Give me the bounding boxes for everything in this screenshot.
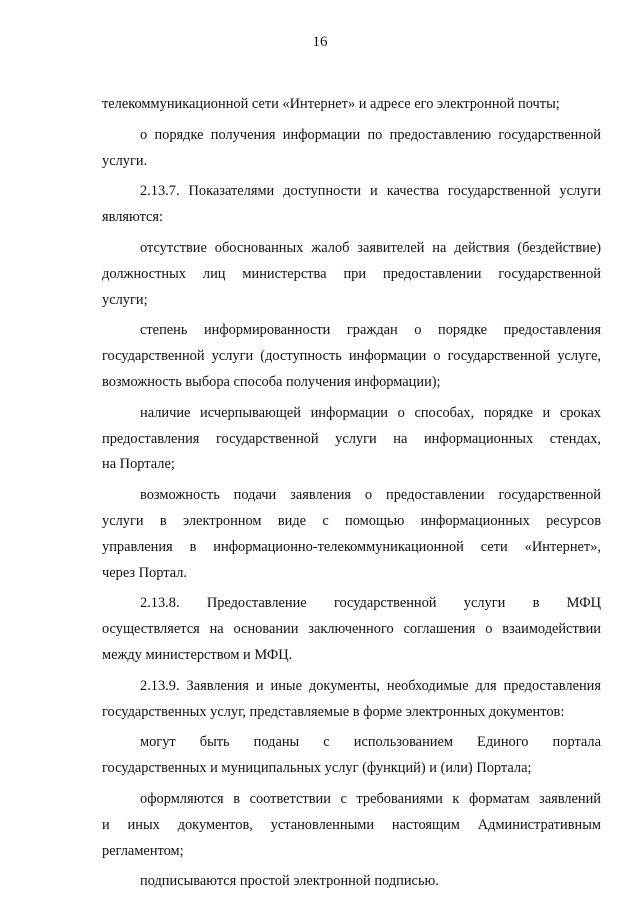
- text-line: подписываются простой электронной подписью.: [140, 873, 439, 890]
- text-line: услуги в электронном виде с помощью информационных ресурсов: [102, 512, 601, 529]
- text-line: на Портале;: [102, 456, 175, 473]
- text-line: должностных лиц министерства при предоставлении государственной: [102, 265, 601, 282]
- text-line: услуги;: [102, 291, 148, 308]
- text-line: через Портал.: [102, 564, 188, 581]
- text-line: 2.13.9. Заявления и иные документы, необходимые для предоставления: [140, 677, 601, 694]
- text-line: предоставления государственной услуги на информационных стендах,: [102, 430, 601, 447]
- text-line: степень информированности граждан о порядке предоставления: [140, 322, 601, 339]
- text-line: оформляются в соответствии с требованиями к форматам заявлений: [140, 790, 601, 807]
- text-line: государственных и муниципальных услуг (функций) и (или) Портала;: [102, 760, 532, 777]
- text-line: о порядке получения информации по предоставлению государственной: [140, 126, 601, 143]
- text-line: возможность подачи заявления о предоставлении государственной: [140, 487, 601, 504]
- text-line: услуги.: [102, 152, 148, 169]
- text-line: отсутствие обоснованных жалоб заявителей на действия (бездействие): [140, 239, 601, 256]
- text-line: государственных услуг, представляемые в форме электронных документов:: [102, 703, 565, 720]
- text-line: и иных документов, установленными настоящим Административным: [102, 816, 601, 833]
- text-line: могут быть поданы с использованием Единого портала: [140, 734, 601, 751]
- text-line: телекоммуникационной сети «Интернет» и адресе его электронной почты;: [102, 96, 560, 112]
- text-line: регламентом;: [102, 842, 184, 859]
- text-line: между министерством и МФЦ.: [102, 646, 293, 663]
- text-line: государственной услуги (доступность информации о государственной услуге,: [102, 348, 601, 365]
- text-line: 2.13.8. Предоставление государственной услуги в МФЦ: [140, 595, 601, 612]
- text-line: осуществляется на основании заключенного соглашения о взаимодействии: [102, 621, 601, 638]
- text-line: управления в информационно-телекоммуникационной сети «Интернет»,: [102, 538, 601, 555]
- text-line: являются:: [102, 209, 164, 226]
- document-body: [102, 92, 601, 895]
- text-line: возможность выбора способа получения информации);: [102, 373, 441, 390]
- page-number: 16: [312, 34, 328, 50]
- text-line: 2.13.7. Показателями доступности и качества государственной услуги: [140, 183, 601, 200]
- text-line: наличие исчерпывающей информации о способах, порядке и сроках: [140, 404, 601, 421]
